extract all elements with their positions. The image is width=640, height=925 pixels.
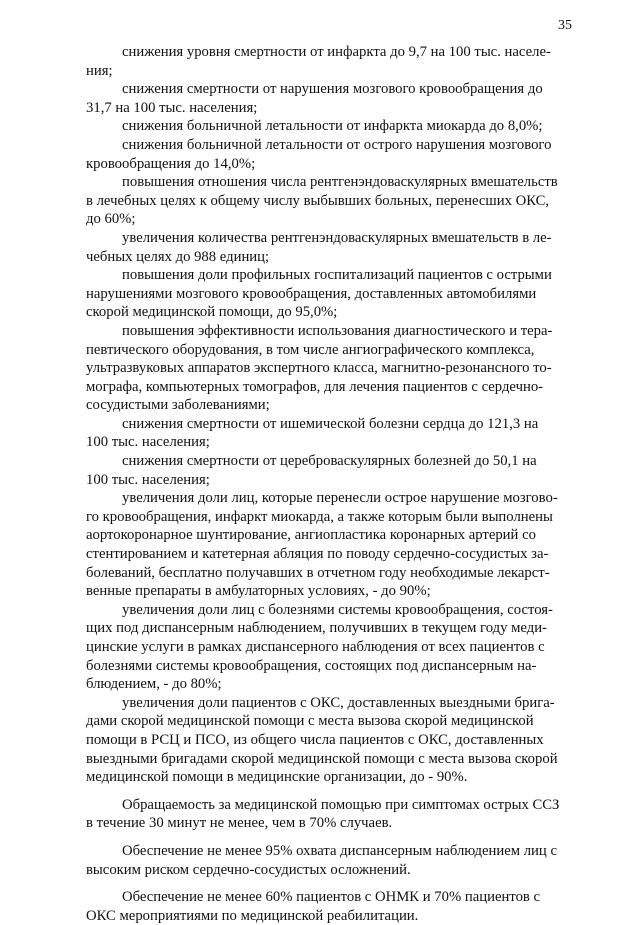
- paragraph-15: Обеспечение не менее 95% охвата диспансерным наблюдением лиц с высоким риском сердечно-сосудистых осложнений.: [86, 842, 557, 878]
- paragraph-14: Обращаемость за медицинской помощью при симптомах острых ССЗ в течение 30 минут не менее, чем в 70% случаев.: [86, 796, 560, 832]
- paragraph-9: снижения смертности от ишемической болезни сердца до 121,3 на 100 тыс. населения;: [86, 415, 539, 451]
- paragraph-5: повышения отношения числа рентгенэндоваскулярных вмешательств в лечебных целях к общему числу выбывших больных, перенесших ОКС, до 60%;: [86, 174, 558, 228]
- paragraph-1: снижения уровня смертности от инфаркта до 9,7 на 100 тыс. населе- ния;: [86, 44, 551, 79]
- paragraph-2: снижения смертности от нарушения мозгового кровообращения до 31,7 на 100 тыс. населения;: [86, 81, 543, 116]
- paragraph-3: снижения больничной летальности от инфаркта миокарда до 8,0%;: [122, 118, 543, 135]
- paragraph-10: снижения смертности от цереброваскулярных болезней до 50,1 на 100 тыс. населения;: [86, 453, 537, 488]
- paragraph-16: Обеспечение не менее 60% пациентов с ОНМК и 70% пациентов с ОКС мероприятиями по медицинской реабилитации.: [86, 889, 541, 924]
- paragraph-7: повышения доли профильных госпитализаций пациентов с острыми нарушениями мозгового кровообращения, доставленных автомобилями скорой медицинской помощи, до 95,0%;: [86, 267, 552, 321]
- paragraph-13: увеличения доли пациентов с ОКС, доставленных выездными брига- дами скорой медицинской помощи с места вызова скорой медицинской помощи в РСЦ и ПСО, из общего числа пациентов с ОКС, доставленных выездными бригадами скорой медицинской помощи с места вызова скорой медицинской помощи в медицинские организации, до - 90%.: [86, 694, 558, 786]
- paragraph-11: увеличения доли лиц, которые перенесли острое нарушение мозгово- го кровообращения, инфаркт миокарда, а также которым были выполнены аортокоронарное шунтирование, ангиопластика коронарных артерий со стентированием и катетерная абляция по поводу сердечно-сосудистых за- болеваний, бесплатно получавших в отчетном году необходимые лекарст- венные препараты в амбулаторных условиях, - до 90%;: [86, 490, 558, 600]
- paragraph-8: повышения эффективности использования диагностического и тера- певтического оборудования, в том числе ангиографического комплекса, ультразвуковых аппаратов экспертного класса, магнитно-резонансного то- мографа, компьютерных томографов, для лечения пациентов с сердечно- сосудистыми заболеваниями;: [86, 322, 553, 414]
- paragraph-12: увеличения доли лиц с болезнями системы кровообращения, состоя- щих под диспансерным наблюдением, получивших в текущем году меди- цинские услуги в рамках диспансерного наблюдения от всех пациентов с болезнями системы кровообращения, состоящих под диспансерным на- блюдением, - до 80%;: [86, 601, 553, 693]
- paragraph-4: снижения больничной летальности от острого нарушения мозгового кровообращения до 14,0%;: [86, 136, 552, 172]
- page-number: 35: [558, 18, 572, 33]
- paragraph-6: увеличения количества рентгенэндоваскулярных вмешательств в ле- чебных целях до 988 единиц;: [86, 229, 552, 265]
- document-body: [86, 43, 586, 925]
